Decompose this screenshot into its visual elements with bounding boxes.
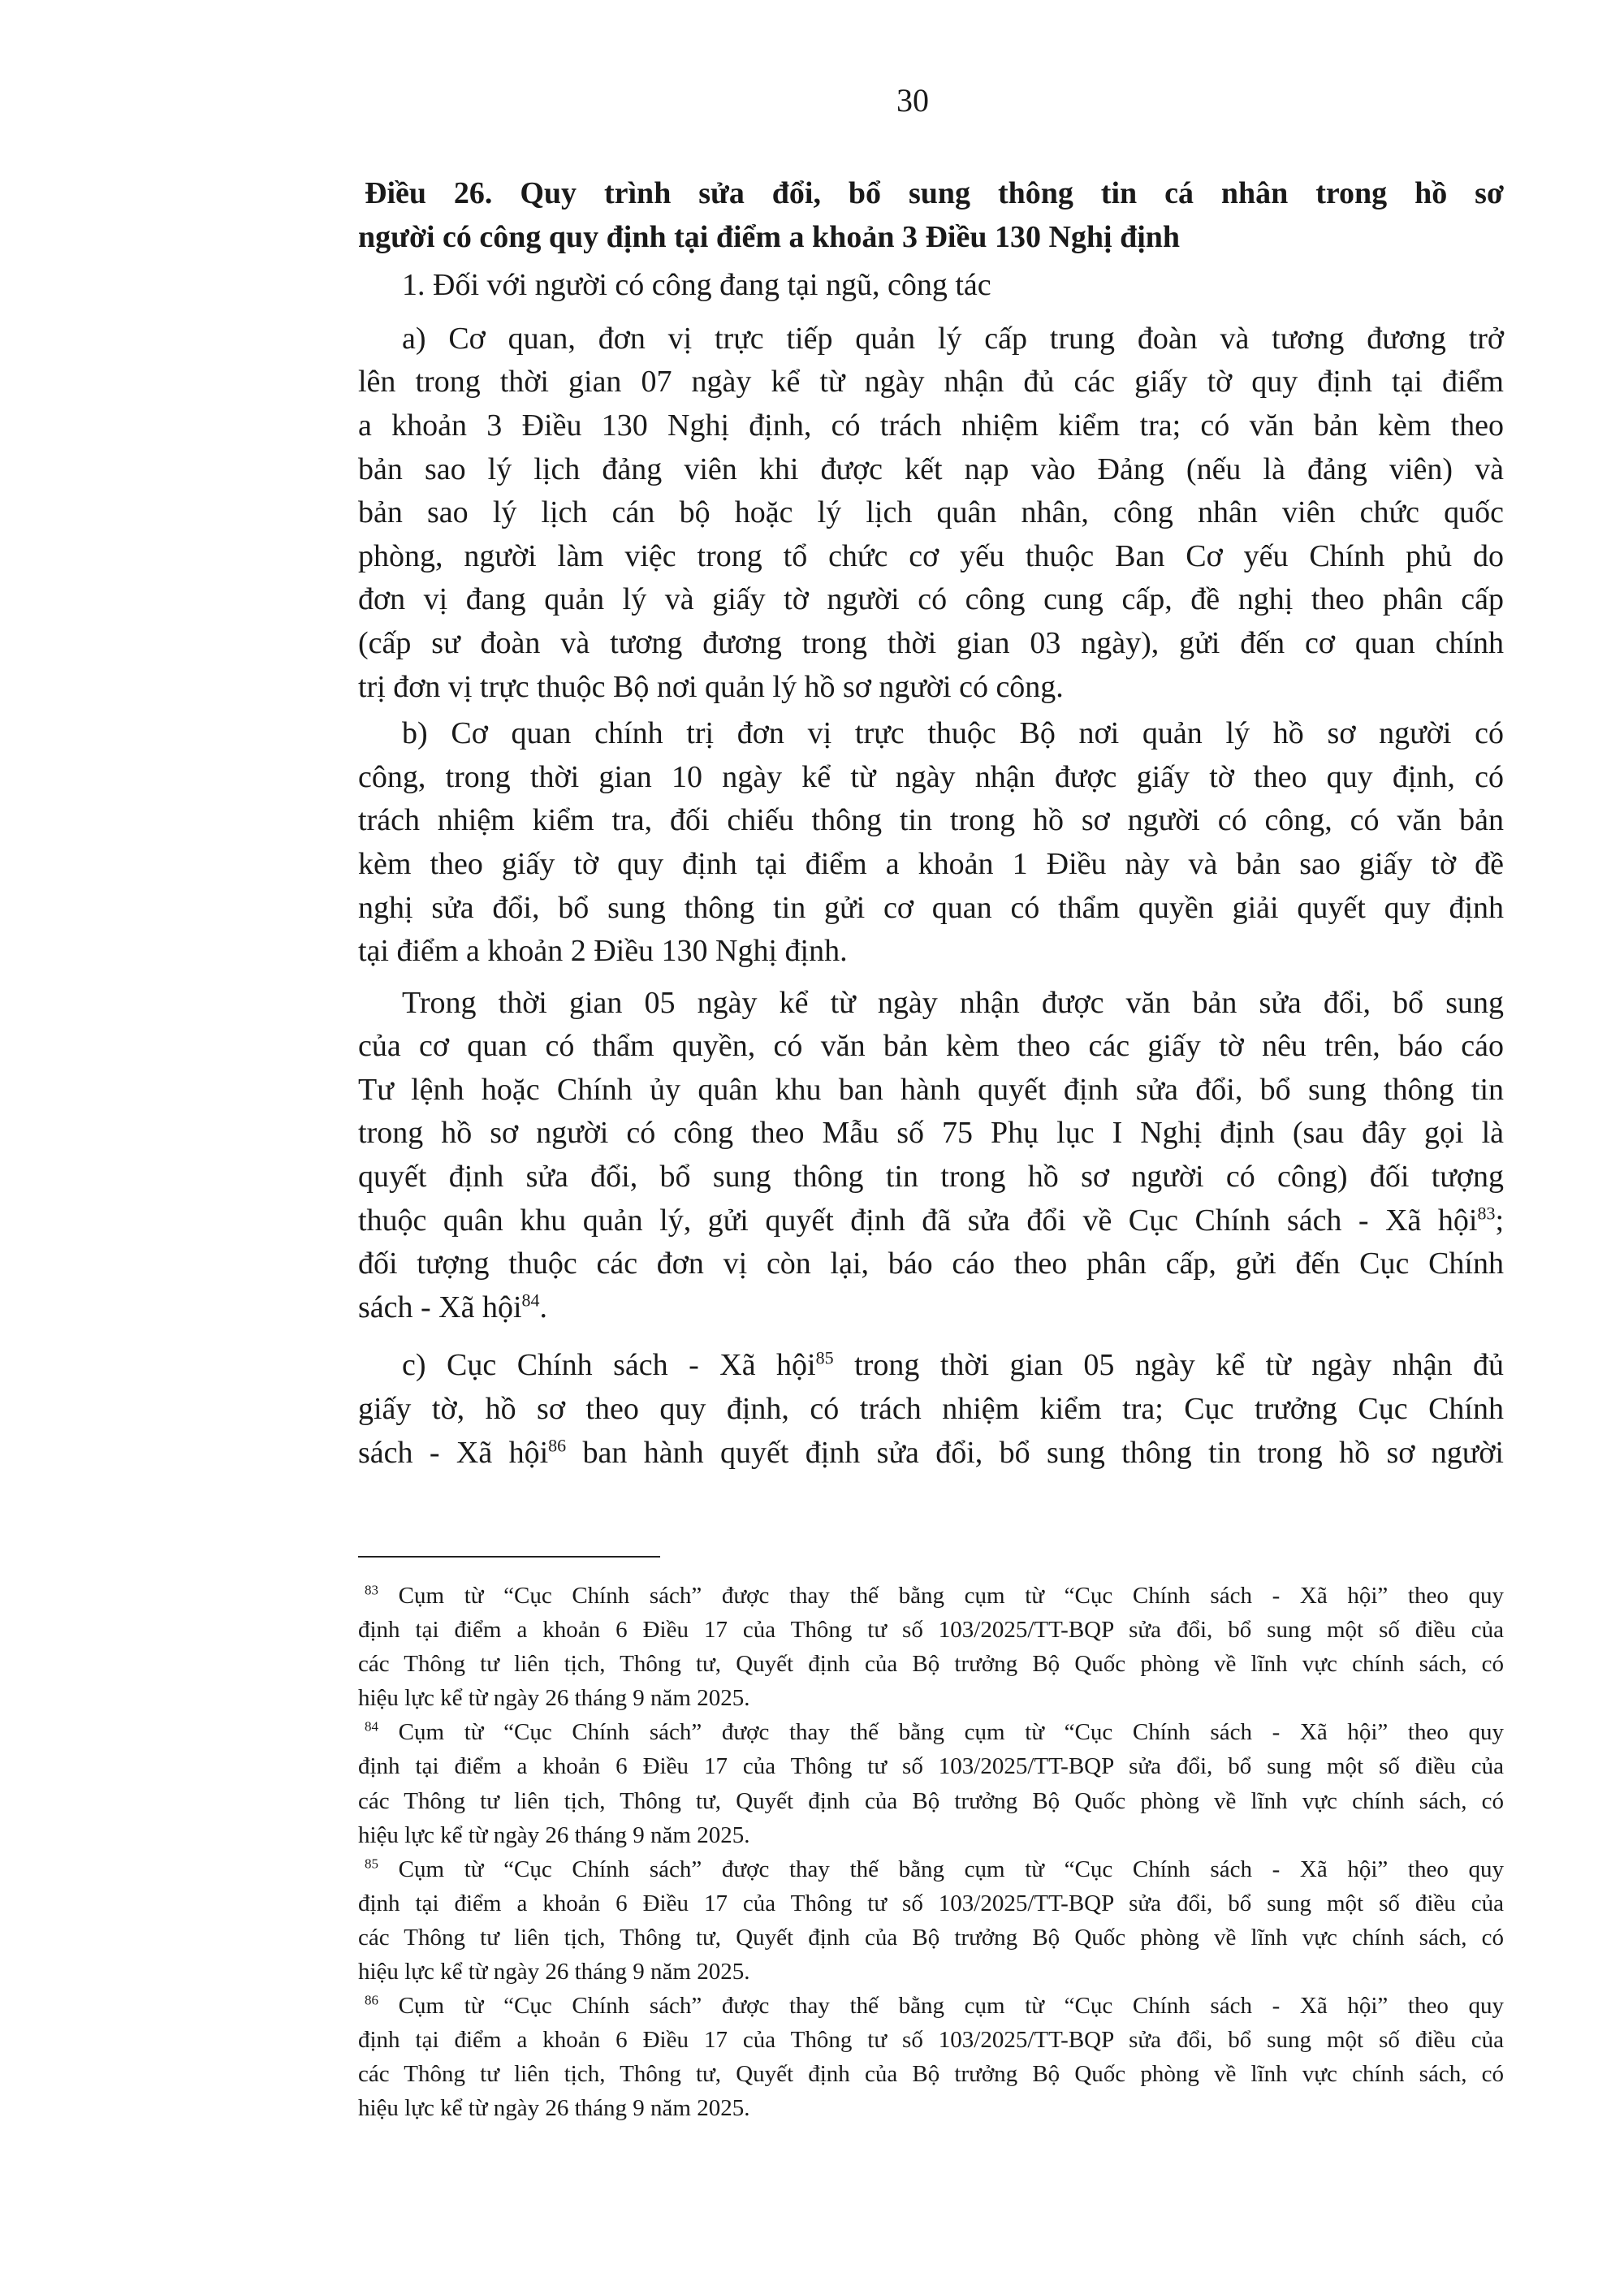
text-line: $^{85}$ Cụm từ “Cục Chính sách” được thay thế bằng cụm từ “Cục Chính sách - Xã hội” theo quy xyxy=(365,1856,1504,1882)
text-line: lên trong thời gian 07 ngày kể từ ngày nhận đủ các giấy tờ quy định tại điểm xyxy=(358,365,1504,400)
text-line: các Thông tư liên tịch, Thông tư, Quyết định của Bộ trưởng Bộ Quốc phòng về lĩnh vực chính sách, có xyxy=(358,1787,1504,1814)
footnote-reference[interactable]: 85 xyxy=(815,1347,834,1368)
text-line: đối tượng thuộc các đơn vị còn lại, báo cáo theo phân cấp, gửi đến Cục Chính xyxy=(358,1247,1504,1281)
text-line: $^{86}$ Cụm từ “Cục Chính sách” được thay thế bằng cụm từ “Cục Chính sách - Xã hội” theo quy xyxy=(365,1992,1504,2020)
text-line: công, trong thời gian 10 ngày kể từ ngày nhận được giấy tờ theo quy định, có xyxy=(358,759,1504,794)
text-line: các Thông tư liên tịch, Thông tư, Quyết định của Bộ trưởng Bộ Quốc phòng về lĩnh vực chính sách, có xyxy=(358,1924,1504,1951)
page-number: 30 xyxy=(896,82,929,119)
article-title xyxy=(358,172,1504,259)
text-line: hiệu lực kể từ ngày 26 tháng 9 năm 2025. xyxy=(358,1685,750,1712)
text-line: nghị sửa đổi, bổ sung thông tin gửi cơ quan có thẩm quyền giải quyết quy định xyxy=(358,890,1504,925)
paragraph xyxy=(358,712,1504,974)
text-line: a khoản 3 Điều 130 Nghị định, có trách nhiệm kiểm tra; có văn bản kèm theo xyxy=(358,408,1504,443)
text-line: kèm theo giấy tờ quy định tại điểm a khoản 1 Điều này và bản sao giấy tờ đề xyxy=(358,846,1504,881)
text-line: Điều 26. Quy trình sửa đổi, bổ sung thông tin cá nhân trong hồ sơ xyxy=(365,176,1504,210)
text-line: hiệu lực kể từ ngày 26 tháng 9 năm 2025. xyxy=(358,1821,750,1848)
text-line: (cấp sư đoàn và tương đương trong thời gian 03 ngày), gửi đến cơ quan chính xyxy=(358,625,1504,660)
paragraph xyxy=(358,318,1504,709)
document-body xyxy=(358,172,1504,1475)
text-line: thuộc quân khu quản lý, gửi quyết định đã sửa đổi về Cục Chính sách - Xã hội$^{83}$; xyxy=(358,1203,1504,1238)
text-line: định tại điểm a khoản 6 Điều 17 của Thông tư số 103/2025/TT-BQP sửa đổi, bổ sung một số điều của xyxy=(358,1753,1504,1780)
paragraph xyxy=(358,264,1504,308)
text-line: đơn vị đang quản lý và giấy tờ người có công cung cấp, đề nghị theo phân cấp xyxy=(358,582,1504,617)
text-line: phòng, người làm việc trong tổ chức cơ yếu thuộc Ban Cơ yếu Chính phủ do xyxy=(358,538,1504,573)
text-line: người có công quy định tại điểm a khoản 3 Điều 130 Nghị định xyxy=(358,219,1181,254)
footnote xyxy=(358,1579,1504,1715)
footnote-reference[interactable]: 86 xyxy=(365,1992,378,2008)
text-line: bản sao lý lịch cán bộ hoặc lý lịch quân nhân, công nhân viên chức quốc xyxy=(358,495,1504,530)
text-line: giấy tờ, hồ sơ theo quy định, có trách nhiệm kiểm tra; Cục trưởng Cục Chính xyxy=(358,1392,1504,1427)
footnote-reference[interactable]: 84 xyxy=(365,1718,378,1735)
footnote-reference[interactable]: 83 xyxy=(365,1582,378,1598)
text-line: các Thông tư liên tịch, Thông tư, Quyết định của Bộ trưởng Bộ Quốc phòng về lĩnh vực chính sách, có xyxy=(358,2061,1504,2088)
text-line: c) Cục Chính sách - Xã hội$^{85}$ trong thời gian 05 ngày kể từ ngày nhận đủ xyxy=(402,1347,1504,1383)
footnote xyxy=(358,1989,1504,2125)
text-line: quyết định sửa đổi, bổ sung thông tin trong hồ sơ người có công) đối tượng xyxy=(358,1160,1504,1195)
footnote-reference[interactable]: 86 xyxy=(548,1434,567,1455)
article-paragraphs xyxy=(358,264,1504,1475)
footnote-reference[interactable]: 84 xyxy=(521,1290,540,1311)
text-line: trị đơn vị trực thuộc Bộ nơi quản lý hồ sơ người có công. xyxy=(358,669,1064,704)
text-line: tại điểm a khoản 2 Điều 130 Nghị định. xyxy=(358,934,848,969)
text-line: a) Cơ quan, đơn vị trực tiếp quản lý cấp trung đoàn và tương đương trở xyxy=(402,321,1504,356)
text-line: định tại điểm a khoản 6 Điều 17 của Thông tư số 103/2025/TT-BQP sửa đổi, bổ sung một số điều của xyxy=(358,1617,1504,1644)
paragraph xyxy=(358,982,1504,1330)
text-line: Trong thời gian 05 ngày kể từ ngày nhận được văn bản sửa đổi, bổ sung xyxy=(402,985,1504,1020)
footnotes xyxy=(358,1579,1504,2126)
text-line: các Thông tư liên tịch, Thông tư, Quyết định của Bộ trưởng Bộ Quốc phòng về lĩnh vực chính sách, có xyxy=(358,1651,1504,1678)
footnote-separator xyxy=(358,1556,660,1558)
text-line: sách - Xã hội$^{86}$ ban hành quyết định sửa đổi, bổ sung thông tin trong hồ sơ người xyxy=(358,1434,1504,1470)
text-line: định tại điểm a khoản 6 Điều 17 của Thông tư số 103/2025/TT-BQP sửa đổi, bổ sung một số điều của xyxy=(358,1890,1504,1916)
footnote-reference[interactable]: 83 xyxy=(1477,1203,1496,1223)
text-line: sách - Xã hội$^{84}$. xyxy=(358,1290,548,1324)
footnote xyxy=(358,1715,1504,1851)
text-line: $^{83}$ Cụm từ “Cục Chính sách” được thay thế bằng cụm từ “Cục Chính sách - Xã hội” theo quy xyxy=(365,1582,1504,1609)
footnote-reference[interactable]: 85 xyxy=(365,1856,378,1872)
text-line: hiệu lực kể từ ngày 26 tháng 9 năm 2025. xyxy=(358,2095,750,2122)
text-line: Tư lệnh hoặc Chính ủy quân khu ban hành quyết định sửa đổi, bổ sung thông tin xyxy=(358,1072,1504,1107)
text-line: 1. Đối với người có công đang tại ngũ, công tác xyxy=(402,268,991,303)
text-line: của cơ quan có thẩm quyền, có văn bản kèm theo các giấy tờ nêu trên, báo cáo xyxy=(358,1029,1504,1064)
footnote xyxy=(358,1852,1504,1989)
text-line: trách nhiệm kiểm tra, đối chiếu thông tin trong hồ sơ người có công, có văn bản xyxy=(358,803,1504,838)
text-line: b) Cơ quan chính trị đơn vị trực thuộc Bộ nơi quản lý hồ sơ người có xyxy=(402,716,1504,751)
text-line: $^{84}$ Cụm từ “Cục Chính sách” được thay thế bằng cụm từ “Cục Chính sách - Xã hội” theo quy xyxy=(365,1718,1504,1746)
text-line: định tại điểm a khoản 6 Điều 17 của Thông tư số 103/2025/TT-BQP sửa đổi, bổ sung một số điều của xyxy=(358,2027,1504,2054)
text-line: bản sao lý lịch đảng viên khi được kết nạp vào Đảng (nếu là đảng viên) và xyxy=(358,452,1504,486)
text-line: hiệu lực kể từ ngày 26 tháng 9 năm 2025. xyxy=(358,1959,750,1985)
paragraph xyxy=(358,1344,1504,1475)
text-line: trong hồ sơ người có công theo Mẫu số 75 Phụ lục I Nghị định (sau đây gọi là xyxy=(358,1116,1504,1151)
